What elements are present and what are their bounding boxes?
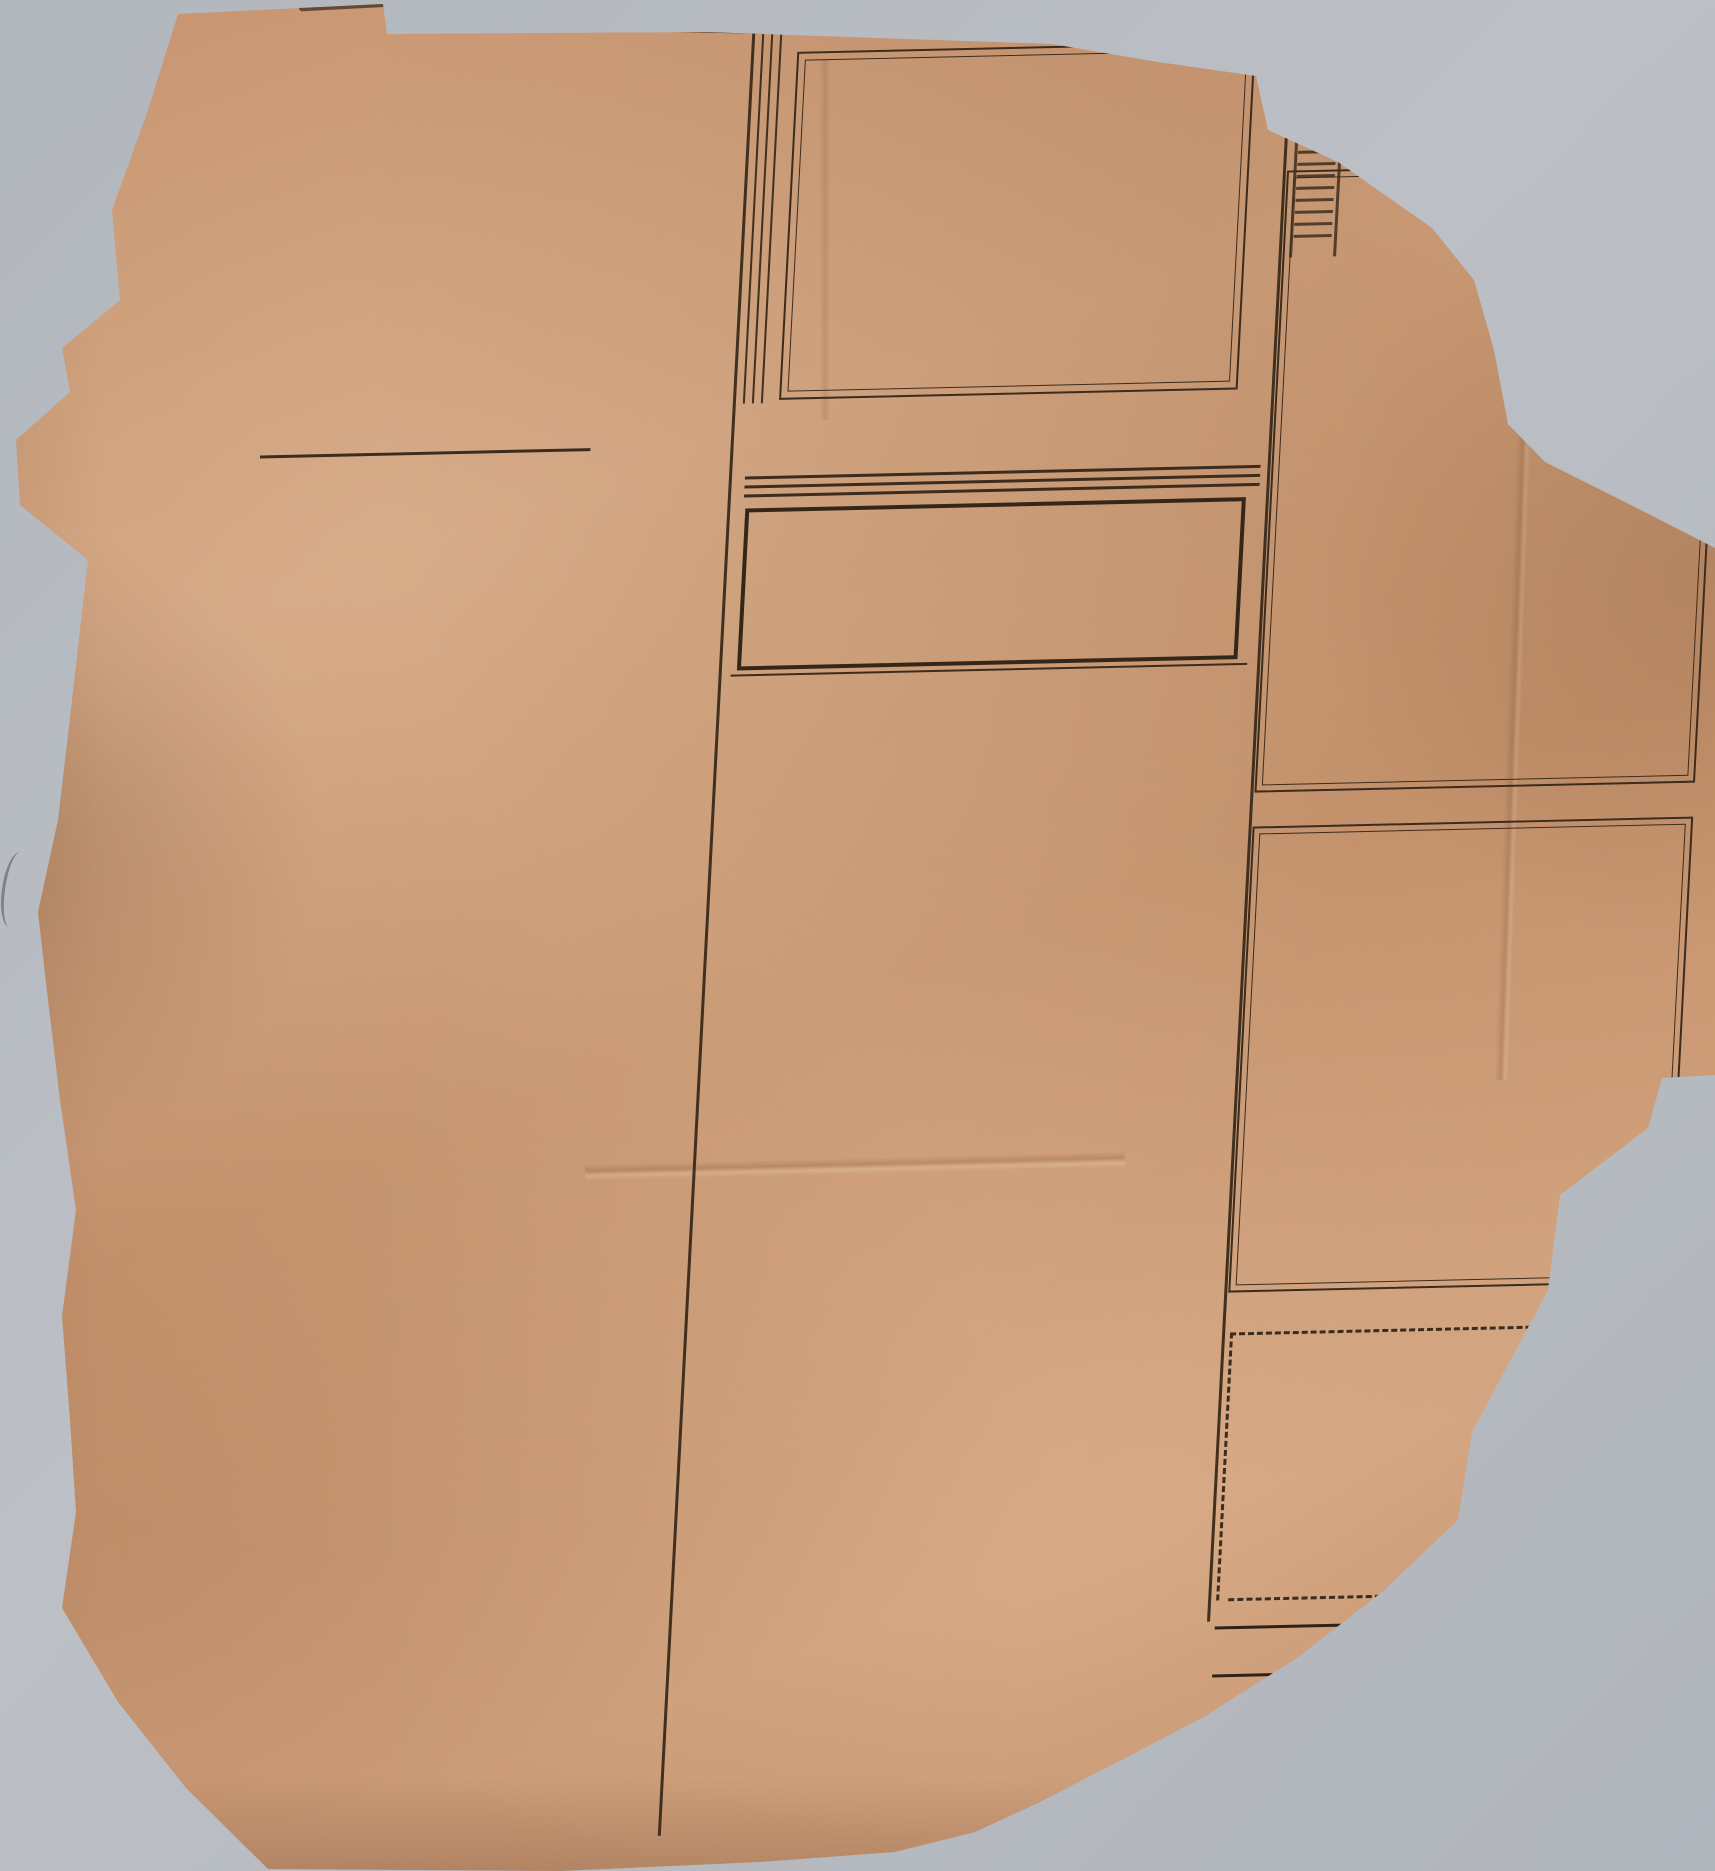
death-notices-rule	[1212, 1667, 1543, 1677]
column-rule-cluster	[761, 8, 784, 403]
ad-body	[1279, 845, 1689, 854]
headline-divider-rule	[260, 448, 591, 458]
ad-firm-name	[1288, 183, 1715, 193]
days-log-box	[737, 497, 1246, 670]
ad-body	[820, 60, 1234, 69]
death-notices-rule	[1215, 1619, 1546, 1629]
ad-title	[1253, 845, 1690, 855]
ad-address	[1288, 183, 1715, 193]
ad-title	[1288, 183, 1715, 193]
table-intro	[674, 1335, 1190, 1347]
ad-body	[1277, 845, 1689, 854]
forecast-byline	[706, 723, 1222, 735]
navy-article-body	[95, 760, 656, 773]
east-side-ad	[1228, 817, 1693, 1293]
in-charge-line	[676, 1309, 1192, 1321]
ad-title	[1288, 183, 1715, 193]
ad-title	[1253, 845, 1690, 855]
ad-firm-name	[1253, 845, 1690, 855]
navy-subhead	[116, 646, 478, 654]
accident-brief	[118, 30, 624, 41]
listings-wanted-line	[1253, 845, 1690, 855]
temperature-table-right	[895, 1380, 1146, 1386]
beautiful-lot-ad	[779, 41, 1256, 399]
column-rule-left	[658, 11, 756, 1836]
dashed-border	[1216, 1332, 1233, 1600]
ad-phone	[798, 59, 1253, 69]
ad-phone	[1253, 845, 1690, 855]
dashed-border	[1228, 1593, 1463, 1601]
temperature-table-left	[630, 1386, 881, 1392]
ad-firm-name	[798, 59, 1253, 69]
dashed-border	[1230, 1325, 1541, 1335]
ad-address	[798, 59, 1253, 69]
ad-body	[1346, 183, 1715, 192]
temperature-table	[630, 1380, 1146, 1392]
pen-mark	[0, 851, 33, 930]
ad-title	[798, 59, 1253, 69]
consider-future-ad	[1254, 161, 1715, 793]
forecast-body	[705, 747, 1221, 759]
